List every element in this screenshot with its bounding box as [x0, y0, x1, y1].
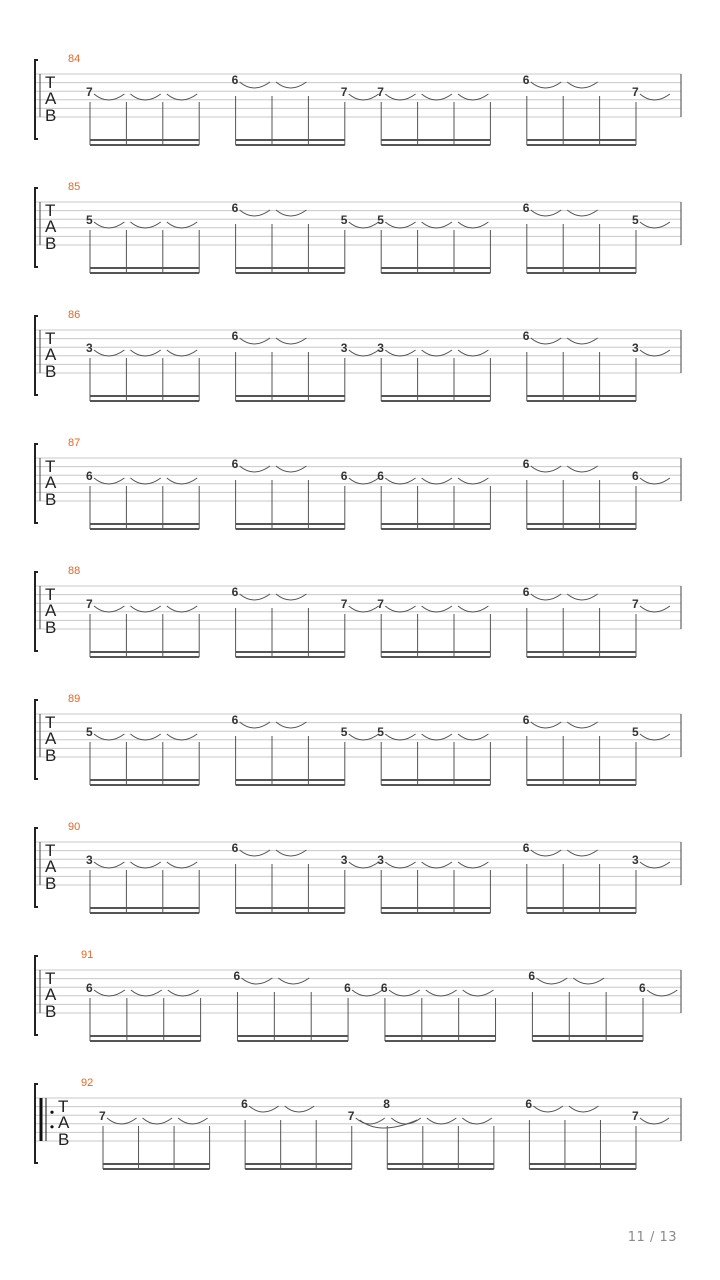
tab-system-84 [35, 53, 681, 145]
let-ring-arc [107, 1118, 137, 1124]
measure-number: 91 [81, 949, 94, 961]
fret-number: 5 [86, 213, 93, 227]
measure-number: 90 [68, 821, 81, 833]
fret-number: 3 [340, 341, 348, 355]
fret-number: 7 [86, 85, 93, 99]
tab-clef-a: A [45, 345, 57, 364]
let-ring-arc [391, 1118, 421, 1124]
let-ring-arc [352, 990, 382, 996]
tab-clef-a: A [45, 729, 57, 748]
let-ring-arc [462, 1118, 492, 1124]
let-ring-arc [640, 734, 670, 740]
let-ring-arc [458, 734, 488, 740]
let-ring-arc [426, 990, 457, 996]
fret-number: 5 [377, 725, 384, 739]
let-ring-arc [385, 222, 415, 228]
let-ring-arc [130, 734, 160, 740]
let-ring-arc [94, 222, 124, 228]
tab-clef-t: T [45, 329, 56, 348]
let-ring-arc [130, 350, 160, 356]
let-ring-arc [356, 1118, 385, 1124]
tab-clef-b: B [45, 106, 57, 125]
let-ring-arc [130, 94, 160, 100]
tab-clef-a: A [45, 857, 57, 876]
tab-clef-t: T [45, 969, 56, 988]
fret-number: 6 [522, 201, 530, 215]
tab-clef-a: A [45, 473, 57, 492]
let-ring-arc [167, 94, 197, 100]
fret-number: 6 [522, 585, 530, 599]
let-ring-arc [458, 222, 488, 228]
fret-number: 5 [377, 213, 384, 227]
let-ring-arc [349, 350, 379, 356]
measure-number: 87 [68, 437, 81, 449]
let-ring-arc [385, 606, 415, 612]
tab-clef-b: B [45, 618, 57, 637]
let-ring-arc [385, 478, 415, 484]
fret-number: 5 [632, 725, 639, 739]
let-ring-arc [422, 734, 452, 740]
let-ring-arc [389, 990, 420, 996]
fret-number: 6 [344, 981, 351, 995]
fret-number: 5 [86, 725, 93, 739]
fret-number: 6 [241, 1097, 248, 1111]
let-ring-arc [167, 606, 197, 612]
let-ring-arc [385, 862, 415, 868]
let-ring-arc [94, 350, 124, 356]
let-ring-arc [143, 1118, 173, 1124]
let-ring-arc [640, 606, 670, 612]
fret-number: 7 [377, 85, 384, 99]
tab-system-85 [35, 181, 681, 273]
fret-number: 6 [231, 457, 239, 471]
fret-number: 5 [340, 213, 348, 227]
let-ring-arc [422, 862, 452, 868]
fret-number: 3 [377, 341, 384, 355]
tab-clef-t: T [45, 585, 56, 604]
fret-number: 6 [86, 981, 93, 995]
let-ring-arc [463, 990, 494, 996]
fret-number: 6 [380, 981, 388, 995]
tab-clef-b: B [45, 362, 57, 381]
let-ring-arc [167, 478, 197, 484]
let-ring-arc [385, 734, 415, 740]
fret-number: 3 [340, 853, 348, 867]
fret-number: 6 [639, 981, 646, 995]
measure-number: 85 [68, 181, 81, 193]
tab-system-89 [35, 693, 681, 785]
tab-system-92 [35, 1077, 681, 1169]
repeat-dot [50, 1125, 53, 1128]
fret-number: 6 [86, 469, 93, 483]
let-ring-arc [640, 222, 670, 228]
fret-number: 7 [632, 597, 639, 611]
let-ring-arc [94, 734, 124, 740]
let-ring-arc [427, 1118, 457, 1124]
let-ring-arc [640, 862, 670, 868]
let-ring-arc [131, 990, 162, 996]
let-ring-arc [130, 862, 160, 868]
tab-clef-b: B [45, 1002, 57, 1021]
let-ring-arc [178, 1118, 208, 1124]
let-ring-arc [458, 606, 488, 612]
tab-clef-t: T [45, 457, 56, 476]
tab-clef-t: T [45, 841, 56, 860]
fret-number: 7 [632, 85, 639, 99]
tab-system-86 [35, 309, 681, 401]
page-number: 11 / 13 [627, 1230, 677, 1245]
let-ring-arc [349, 734, 379, 740]
let-ring-arc [385, 350, 415, 356]
fret-number: 6 [231, 329, 239, 343]
fret-number: 6 [522, 713, 530, 727]
measure-number: 89 [68, 693, 81, 705]
let-ring-arc [130, 478, 160, 484]
fret-number: 6 [632, 469, 639, 483]
tab-clef-b: B [45, 234, 57, 253]
let-ring-arc [130, 606, 160, 612]
tab-system-88 [35, 565, 681, 657]
fret-number: 6 [522, 73, 530, 87]
fret-number: 6 [377, 469, 384, 483]
tab-clef-a: A [45, 89, 57, 108]
fret-number: 6 [528, 969, 536, 983]
fret-number: 3 [86, 341, 93, 355]
let-ring-arc [168, 990, 199, 996]
tab-clef-t: T [45, 201, 56, 220]
let-ring-arc [94, 606, 124, 612]
fret-number: 5 [632, 213, 639, 227]
repeat-dot [50, 1111, 53, 1114]
fret-number: 5 [340, 725, 348, 739]
fret-number: 6 [231, 201, 239, 215]
let-ring-arc [422, 222, 452, 228]
let-ring-arc [167, 350, 197, 356]
let-ring-arc [167, 222, 197, 228]
tab-clef-a: A [45, 985, 57, 1004]
fret-number: 3 [632, 341, 639, 355]
let-ring-arc [422, 478, 452, 484]
fret-number: 7 [340, 597, 348, 611]
tab-clef-b: B [45, 490, 57, 509]
let-ring-arc [458, 94, 488, 100]
let-ring-arc [458, 862, 488, 868]
fret-number: 8 [383, 1097, 390, 1111]
fret-number: 6 [525, 1097, 533, 1111]
fret-number: 6 [522, 841, 530, 855]
let-ring-arc [422, 350, 452, 356]
let-ring-arc [385, 94, 415, 100]
let-ring-arc [640, 1118, 669, 1124]
fret-number: 6 [231, 713, 239, 727]
tab-clef-b: B [45, 874, 57, 893]
fret-number: 7 [86, 597, 93, 611]
let-ring-arc [130, 222, 160, 228]
tab-clef-a: A [45, 217, 57, 236]
let-ring-arc [640, 478, 670, 484]
measure-number: 92 [81, 1077, 94, 1089]
fret-number: 6 [231, 73, 239, 87]
fret-number: 6 [231, 841, 239, 855]
measure-number: 84 [68, 53, 81, 65]
fret-number: 6 [522, 457, 530, 471]
let-ring-arc [167, 734, 197, 740]
fret-number: 7 [340, 85, 348, 99]
fret-number: 6 [522, 329, 530, 343]
fret-number: 6 [233, 969, 241, 983]
let-ring-arc [458, 350, 488, 356]
let-ring-arc [94, 862, 124, 868]
tab-clef-t: T [45, 73, 56, 92]
let-ring-arc [349, 478, 379, 484]
tab-clef-a: A [58, 1113, 70, 1132]
let-ring-arc [647, 990, 677, 996]
fret-number: 6 [231, 585, 239, 599]
tab-system-90 [35, 821, 681, 913]
measure-number: 88 [68, 565, 81, 577]
let-ring-arc [349, 94, 379, 100]
let-ring-arc [349, 862, 379, 868]
fret-number: 3 [377, 853, 384, 867]
tab-clef-b: B [45, 746, 57, 765]
let-ring-arc [94, 478, 124, 484]
measure-number: 86 [68, 309, 81, 321]
let-ring-arc [349, 606, 379, 612]
let-ring-arc [94, 990, 125, 996]
let-ring-arc [167, 862, 197, 868]
fret-number: 6 [340, 469, 348, 483]
tab-clef-t: T [45, 713, 56, 732]
let-ring-arc [640, 94, 670, 100]
fret-number: 3 [86, 853, 93, 867]
fret-number: 7 [377, 597, 384, 611]
tab-clef-t: T [58, 1097, 69, 1116]
fret-number: 3 [632, 853, 639, 867]
let-ring-arc [458, 478, 488, 484]
tab-clef-b: B [58, 1130, 70, 1149]
tab-clef-a: A [45, 601, 57, 620]
let-ring-arc [422, 606, 452, 612]
let-ring-arc [94, 94, 124, 100]
let-ring-arc [349, 222, 379, 228]
let-ring-arc [640, 350, 670, 356]
tab-system-87 [35, 437, 681, 529]
fret-number: 7 [347, 1109, 355, 1123]
fret-number: 7 [99, 1109, 106, 1123]
let-ring-arc [422, 94, 452, 100]
fret-number: 7 [632, 1109, 639, 1123]
tab-system-91 [35, 949, 681, 1041]
